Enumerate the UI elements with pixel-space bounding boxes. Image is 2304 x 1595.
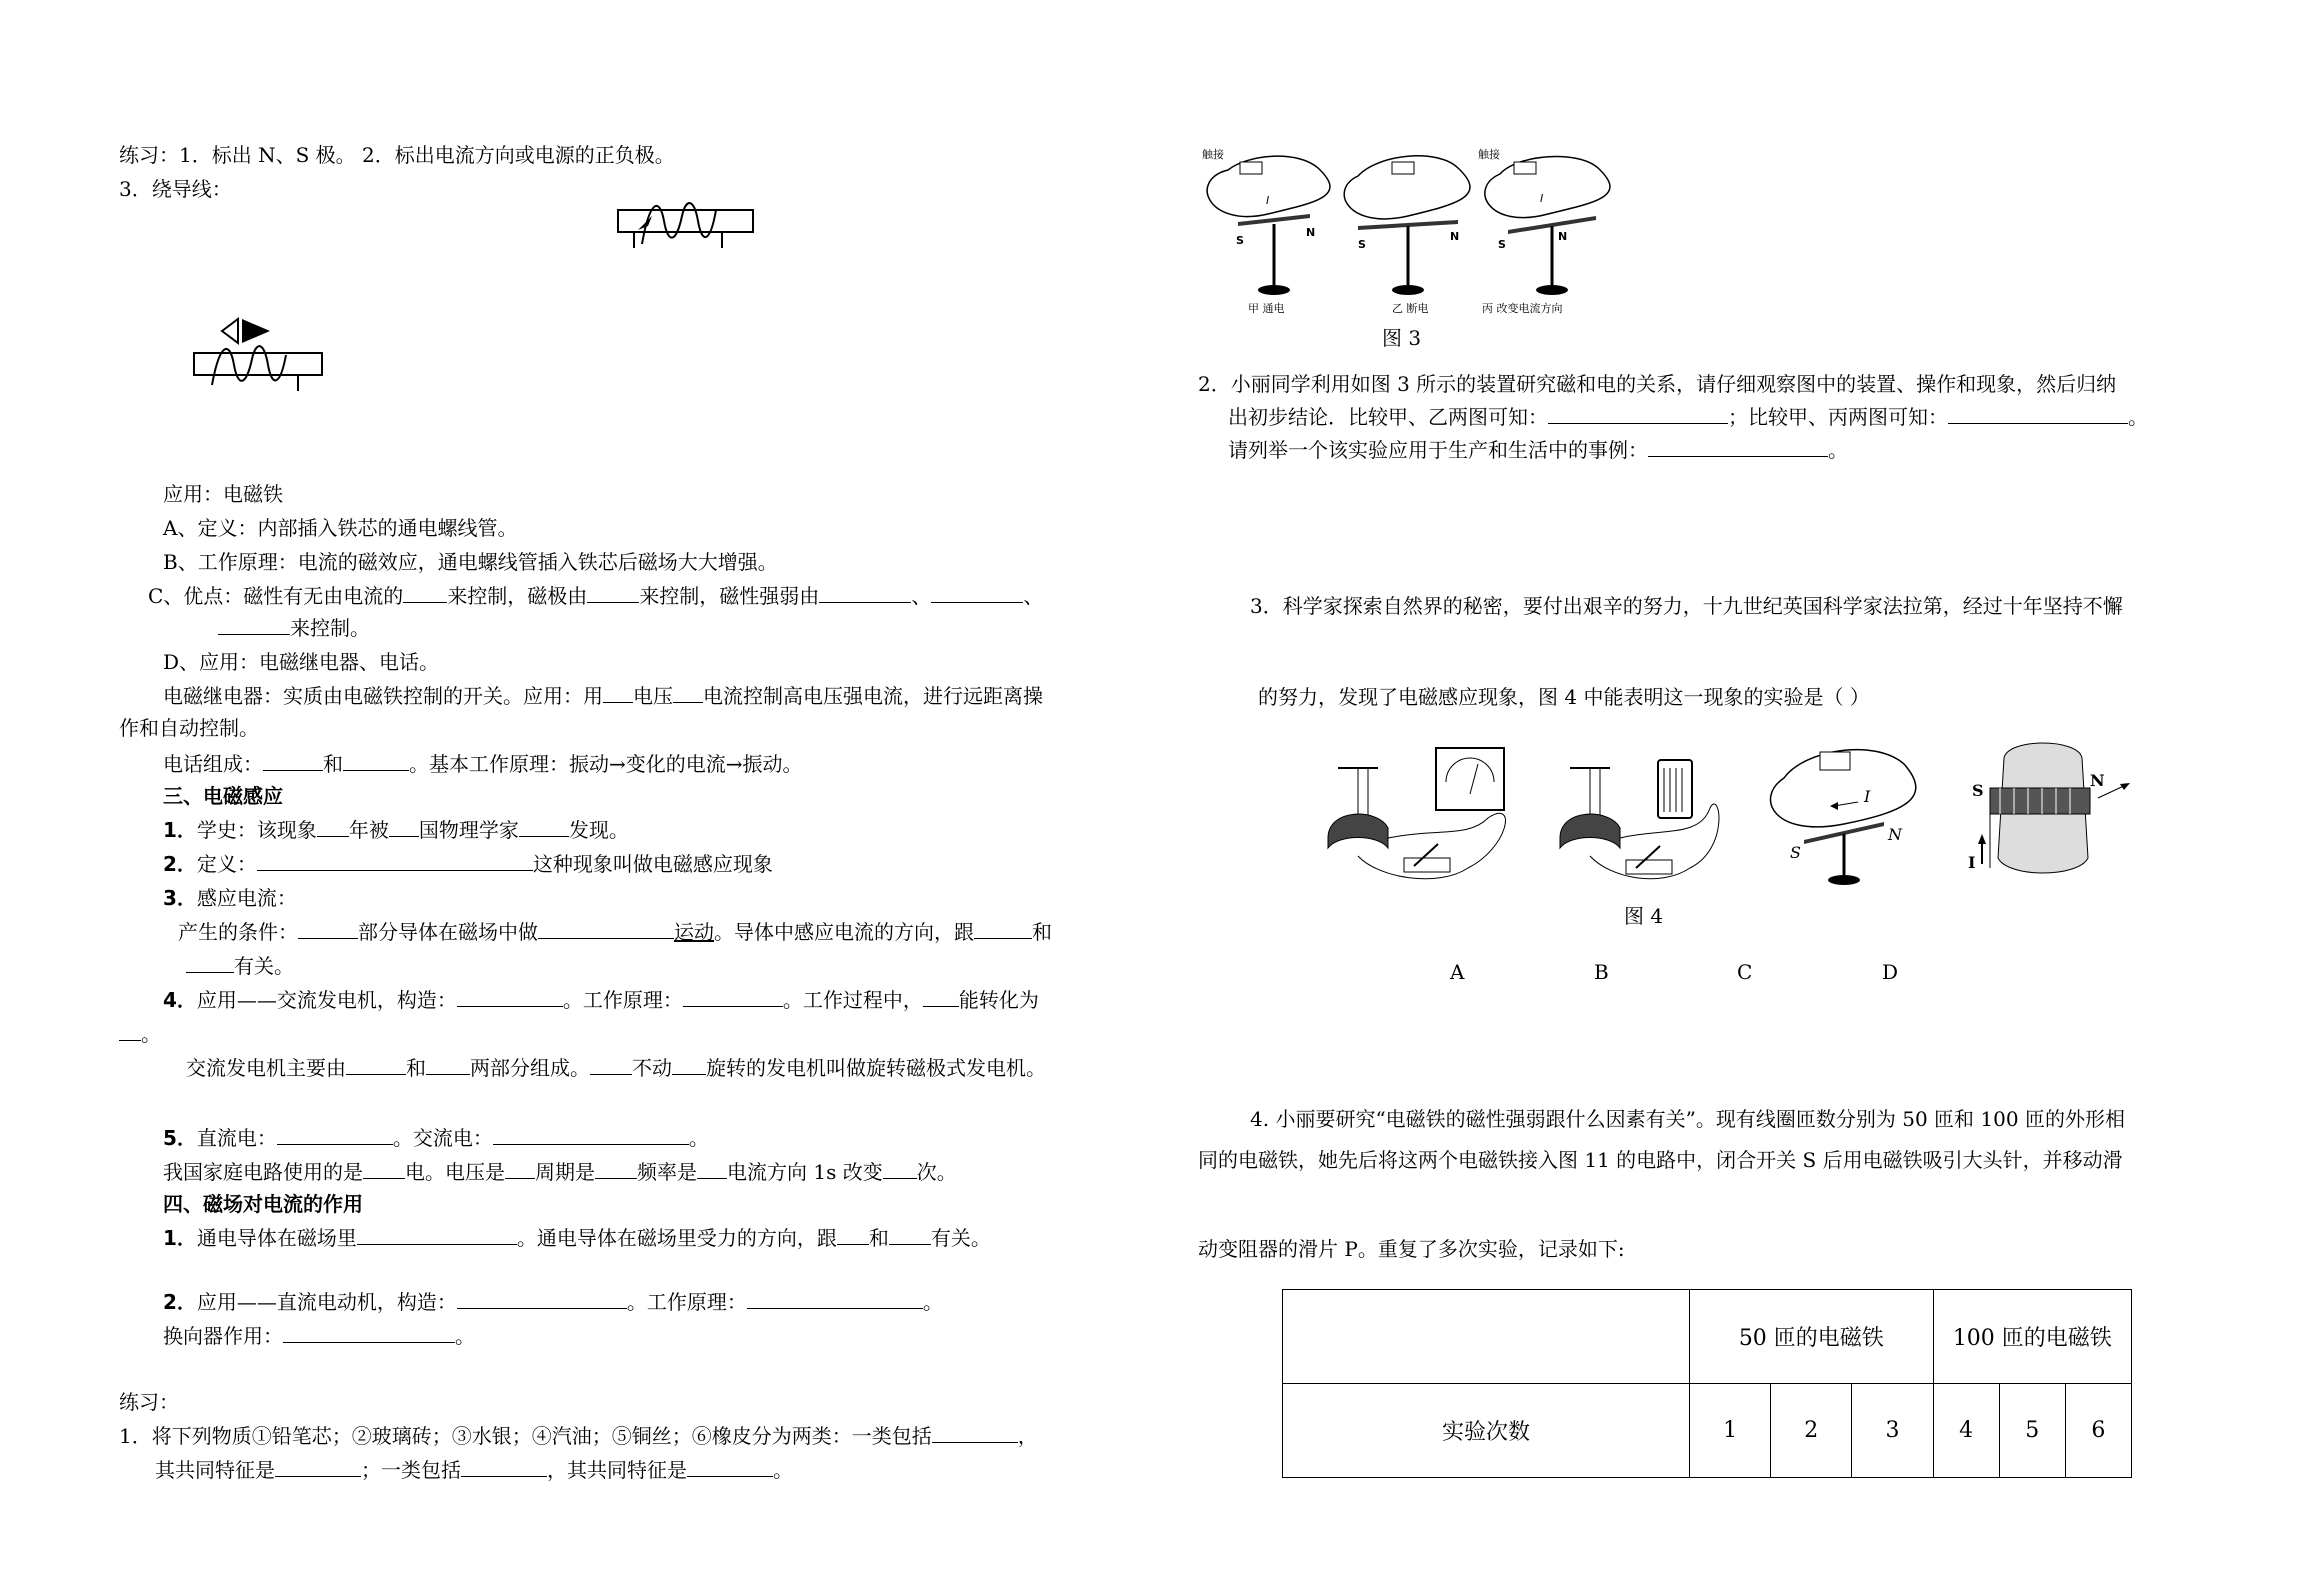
- text: ，其共同特征是: [547, 1458, 687, 1482]
- blank[interactable]: [687, 1458, 773, 1477]
- item-number: 3．: [163, 886, 197, 910]
- blank[interactable]: [457, 988, 563, 1007]
- condition-line2: [186, 952, 294, 980]
- phone-line: [163, 750, 803, 778]
- blank[interactable]: [298, 920, 358, 939]
- text: 周期是: [535, 1160, 595, 1184]
- text: 有关。: [930, 1226, 991, 1250]
- table-row: [1283, 1384, 2132, 1478]
- text: 电流控制高电压强电流，进行远距离操: [703, 684, 1043, 708]
- blank[interactable]: [747, 1290, 923, 1309]
- blank[interactable]: [1948, 405, 2128, 424]
- text: 。: [141, 1022, 161, 1046]
- item-number: 1．: [163, 818, 197, 842]
- q3-line2: 的努力，发现了电磁感应现象，图 4 中能表明这一现象的实验是（ ）: [1258, 685, 1870, 709]
- blank[interactable]: [343, 752, 409, 771]
- blank[interactable]: [519, 818, 569, 837]
- blank[interactable]: [1548, 405, 1728, 424]
- figure-3-panel-b: [1344, 156, 1470, 315]
- text: 。导体中感应电流的方向，跟: [714, 920, 974, 944]
- definition-line: [163, 850, 773, 878]
- blank[interactable]: [257, 852, 533, 871]
- text: 。: [773, 1458, 793, 1482]
- blank[interactable]: [275, 1458, 361, 1477]
- text: 两部分组成。: [470, 1056, 590, 1080]
- figure-4-panel-a: [1328, 748, 1505, 879]
- app-d: D、应用：电磁继电器、电话。: [163, 650, 440, 674]
- text: 电流方向 1s 改变: [727, 1160, 883, 1184]
- blank[interactable]: [590, 1056, 632, 1075]
- blank[interactable]: [363, 1160, 405, 1179]
- force-line: [163, 1224, 991, 1252]
- history-line: [163, 816, 629, 844]
- text: 能转化为: [958, 988, 1039, 1012]
- svg-text:S: S: [1972, 781, 1984, 800]
- svg-text:I: I: [1864, 787, 1871, 806]
- figure-3-panel-c: [1478, 147, 1610, 315]
- table-cell: 4: [1933, 1384, 1999, 1478]
- fig3-touch-label-c: 触接: [1478, 148, 1500, 161]
- item-number: 1．: [163, 1226, 197, 1250]
- generator-parts-line: [186, 1054, 1046, 1082]
- text: ；一类包括: [361, 1458, 461, 1482]
- q4-line2: 同的电磁铁，她先后将这两个电磁铁接入图 11 的电路中，闭合开关 S 后用电磁铁吸引大头针，并移动滑: [1198, 1148, 2123, 1172]
- text: 。工作过程中，: [782, 988, 923, 1012]
- advantages-c: [148, 582, 1043, 610]
- text: 。交流电：: [392, 1126, 493, 1150]
- blank[interactable]: [923, 988, 959, 1007]
- fig3-label-b: 乙 断电: [1392, 302, 1429, 315]
- text: 交流发电机主要由: [186, 1056, 346, 1080]
- solenoid-figure-2: [190, 315, 330, 395]
- svg-text:N: N: [2090, 771, 2105, 790]
- fig3-label-c: 丙 改变电流方向: [1482, 302, 1563, 315]
- text: 。: [2128, 405, 2148, 429]
- blank[interactable]: [403, 584, 447, 603]
- option-d[interactable]: D: [1882, 960, 1899, 984]
- text: ，: [1017, 1424, 1038, 1448]
- figure-4-panel-d: [1968, 743, 2130, 873]
- blank[interactable]: [683, 988, 783, 1007]
- text: 次。: [916, 1160, 957, 1184]
- blank[interactable]: [889, 1226, 931, 1245]
- blank[interactable]: [672, 1056, 706, 1075]
- table-cell: 5: [1999, 1384, 2065, 1478]
- figure-4-panel-b: [1560, 760, 1719, 879]
- q4-line3: 动变阻器的滑片 P。重复了多次实验，记录如下:: [1198, 1237, 1625, 1261]
- commutator-line: [163, 1322, 475, 1350]
- blank[interactable]: [119, 1022, 141, 1041]
- item-number: 5．: [163, 1126, 197, 1150]
- item-number: 4．: [163, 988, 197, 1012]
- svg-text:S: S: [1790, 843, 1801, 862]
- blank[interactable]: [277, 1126, 393, 1145]
- blank[interactable]: [595, 1160, 637, 1179]
- blank[interactable]: [819, 584, 911, 603]
- option-a[interactable]: A: [1450, 960, 1465, 984]
- text: 部分导体在磁场中做: [358, 920, 538, 944]
- text: 。: [688, 1126, 709, 1150]
- text: 。基本工作原理：振动→变化的电流→振动。: [409, 752, 803, 776]
- svg-text:N: N: [1888, 825, 1902, 844]
- blank[interactable]: [263, 752, 323, 771]
- text: C、优点：磁性有无由电流的: [148, 584, 404, 608]
- figure-3-panel-a: [1202, 147, 1330, 315]
- blank[interactable]: [974, 920, 1032, 939]
- option-c[interactable]: C: [1737, 960, 1753, 984]
- text: 有关。: [234, 954, 294, 978]
- option-b[interactable]: B: [1594, 960, 1609, 984]
- text: 。: [1828, 438, 1848, 462]
- text: 发现。: [568, 818, 629, 842]
- blank[interactable]: [883, 1160, 917, 1179]
- blank[interactable]: [932, 1424, 1018, 1443]
- figure-3-caption: 图 3: [1382, 326, 1422, 350]
- table-header-row: [1283, 1290, 2132, 1384]
- table-header-50: 50 匝的电磁铁: [1690, 1290, 1934, 1384]
- blank[interactable]: [283, 1324, 455, 1343]
- blank[interactable]: [317, 818, 349, 837]
- svg-text:I: I: [1968, 853, 1976, 872]
- text: 来控制。: [290, 616, 370, 640]
- blank[interactable]: [426, 1056, 470, 1075]
- figure-4: [1318, 738, 2158, 898]
- blank[interactable]: [346, 1056, 406, 1075]
- item-number: 2．: [163, 1290, 197, 1314]
- text: 其共同特征是: [155, 1458, 275, 1482]
- blank[interactable]: [697, 1160, 727, 1179]
- text: 学史：该现象: [196, 818, 317, 842]
- blank[interactable]: [357, 1226, 517, 1245]
- principle-b: B、工作原理：电流的磁效应，通电螺线管插入铁芯后磁场大大增强。: [163, 550, 778, 574]
- text: 电。电压是: [405, 1160, 505, 1184]
- text: 我国家庭电路使用的是: [163, 1160, 363, 1184]
- blank[interactable]: [389, 818, 419, 837]
- text: 运动: [674, 920, 714, 944]
- generator-line: [163, 986, 1039, 1014]
- text: 请列举一个该实验应用于生产和生活中的事例：: [1228, 438, 1648, 462]
- text: 电磁继电器：实质由电磁铁控制的开关。应用：用: [163, 684, 603, 708]
- svg-text:S: S: [1358, 238, 1366, 251]
- blank[interactable]: [587, 584, 639, 603]
- exercise-1-line: [119, 1422, 1038, 1450]
- q4-line1: 4. 小丽要研究“电磁铁的磁性强弱跟什么因素有关”。现有线圈匝数分别为 50 匝和 100 匝的外形相: [1250, 1107, 2125, 1131]
- text: 和: [323, 752, 343, 776]
- text: 。: [922, 1290, 943, 1314]
- text: 电话组成：: [163, 752, 263, 776]
- text: 应用——直流电动机，构造：: [196, 1290, 457, 1314]
- item-number: 2．: [163, 852, 197, 876]
- practice-header: 练习：1．标出 N、S 极。 2．标出电流方向或电源的正负极。: [119, 143, 675, 167]
- figure-3: [1198, 140, 1628, 320]
- advantages-c-line2: [218, 614, 370, 642]
- solenoid-figure-1: [612, 196, 762, 258]
- blank[interactable]: [837, 1226, 869, 1245]
- q2-line1: 2．小丽同学利用如图 3 所示的装置研究磁和电的关系，请仔细观察图中的装置、操作和现象，然后归纳: [1198, 372, 2117, 396]
- text: 。工作原理：: [562, 988, 683, 1012]
- home-circuit-line: [163, 1158, 957, 1186]
- text: 不动: [632, 1056, 672, 1080]
- dc-ac-line: [163, 1124, 709, 1152]
- blank[interactable]: [505, 1160, 535, 1179]
- text: 。通电导体在磁场里受力的方向，跟: [516, 1226, 837, 1250]
- figure-4-caption: 图 4: [1624, 904, 1664, 928]
- text: 产生的条件：: [178, 920, 298, 944]
- figure-4-panel-c: [1771, 750, 1916, 885]
- q2-line2: [1228, 403, 2148, 431]
- text: 通电导体在磁场里: [196, 1226, 357, 1250]
- svg-text:I: I: [1266, 194, 1270, 207]
- text: 、: [1023, 584, 1044, 608]
- q3-line1: 3．科学家探索自然界的秘密，要付出艰辛的努力，十九世纪英国科学家法拉第，经过十年坚持不懈: [1250, 594, 2123, 618]
- blank[interactable]: [1648, 438, 1828, 457]
- motor-line: [163, 1288, 943, 1316]
- generator-line2: [119, 1020, 161, 1048]
- text: ；比较甲、丙两图可知：: [1728, 405, 1948, 429]
- blank[interactable]: [457, 1290, 627, 1309]
- experiment-table: [1282, 1289, 2132, 1478]
- text: 1．将下列物质①铅笔芯；②玻璃砖；③水银；④汽油；⑤铜丝；⑥橡皮分为两类：一类包括: [119, 1424, 932, 1448]
- text: 感应电流：: [196, 886, 297, 910]
- induced-current-line: [163, 884, 297, 912]
- blank[interactable]: [461, 1458, 547, 1477]
- text: 国物理学家: [418, 818, 519, 842]
- text: 年被: [348, 818, 389, 842]
- practice-2-heading: 练习：: [119, 1390, 179, 1414]
- condition-line: [178, 918, 1052, 946]
- text: 定义：: [196, 852, 257, 876]
- svg-text:I: I: [1540, 192, 1544, 205]
- svg-text:N: N: [1306, 226, 1316, 239]
- blank[interactable]: [186, 954, 234, 973]
- section-4-heading: 四、磁场对电流的作用: [163, 1192, 363, 1216]
- text: 和: [1032, 920, 1052, 944]
- text: 、: [911, 584, 932, 608]
- svg-text:S: S: [1498, 238, 1506, 251]
- text: 和: [868, 1226, 889, 1250]
- blank[interactable]: [673, 684, 703, 703]
- text: 。: [455, 1324, 475, 1348]
- text: 旋转的发电机叫做旋转磁极式发电机。: [706, 1056, 1046, 1080]
- table-corner-cell: [1283, 1290, 1690, 1384]
- def-a: A、定义：内部插入铁芯的通电螺线管。: [163, 516, 518, 540]
- table-cell: 3: [1852, 1384, 1933, 1478]
- exercise-1-line2: [155, 1456, 793, 1484]
- text: 应用——交流发电机，构造：: [196, 988, 457, 1012]
- svg-text:N: N: [1450, 230, 1460, 243]
- table-row-label: 实验次数: [1283, 1384, 1690, 1478]
- app-electromagnet: 应用：电磁铁: [163, 482, 283, 506]
- blank[interactable]: [931, 584, 1023, 603]
- fig3-label-a: 甲 通电: [1248, 302, 1285, 315]
- text: 频率是: [637, 1160, 697, 1184]
- relay-line: [163, 682, 1043, 710]
- text: 电压: [633, 684, 673, 708]
- svg-text:N: N: [1558, 230, 1568, 243]
- text: 出初步结论．比较甲、乙两图可知：: [1228, 405, 1548, 429]
- text: 直流电：: [196, 1126, 277, 1150]
- wind-wire-label: 3．绕导线：: [119, 177, 232, 201]
- text: 换向器作用：: [163, 1324, 283, 1348]
- q2-line3: [1228, 436, 1848, 464]
- blank[interactable]: [603, 684, 633, 703]
- blank[interactable]: [538, 920, 674, 939]
- text: 来控制，磁性强弱由: [639, 584, 820, 608]
- table-cell: 1: [1690, 1384, 1771, 1478]
- blank[interactable]: [218, 616, 290, 635]
- relay-line2: 作和自动控制。: [119, 716, 259, 740]
- table-header-100: 100 匝的电磁铁: [1933, 1290, 2131, 1384]
- fig3-touch-label: 触接: [1202, 148, 1224, 161]
- table-cell: 2: [1771, 1384, 1852, 1478]
- svg-text:S: S: [1236, 234, 1244, 247]
- section-3-heading: 三、电磁感应: [163, 784, 283, 808]
- text: 和: [406, 1056, 426, 1080]
- text: 来控制，磁极由: [447, 584, 588, 608]
- table-cell: 6: [2065, 1384, 2131, 1478]
- text: 。工作原理：: [626, 1290, 747, 1314]
- text: 这种现象叫做电磁感应现象: [532, 852, 773, 876]
- blank[interactable]: [493, 1126, 689, 1145]
